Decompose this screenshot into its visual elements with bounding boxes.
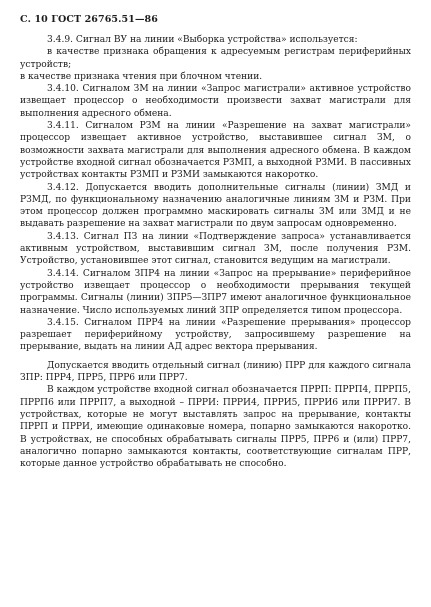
paragraph: 3.4.15. Сигналом ПРР4 на линии «Разрешение прерывания» процессор разрешает периферийному устройству, запросившему разрешение на прерывание, выдать на линии АД адрес вектора прерывания.: [20, 317, 411, 353]
page-header: С. 10 ГОСТ 26765.51—86: [20, 14, 158, 25]
paragraph: В каждом устройстве входной сигнал обозначается ПРРП: ПРРП4, ПРРП5, ПРРП6 или ПРРП7, а выходной – ПРРИ: ПРРИ4, ПРРИ5, ПРРИ6 или ПРРИ7. В устройствах, которые не могут выставлять запрос на прерывание, контакты ПРРП и ПРРИ, имеющие одинаковые номера, попарно замыкаются накоротко. В устройствах, не способных обрабатывать сигналы ПРР5, ПРР6 и (или) ПРР7, аналогично попарно замыкаются контакты, соответствующие сигналам ПРР, которые данное устройство обрабатывать не способно.: [20, 385, 411, 470]
paragraph: 3.4.10. Сигналом ЗМ на линии «Запрос магистрали» активное устройство извещает процессор о необходимости произвести захват магистрали для выполнения адресного обмена.: [20, 84, 411, 119]
paragraph: в качестве признака обращения к адресуемым регистрам периферийных устройств;: [20, 47, 411, 70]
paragraph: 3.4.12. Допускается вводить дополнительные сигналы (линии) ЗМД и РЗМД, по функциональному назначению аналогичные линиям ЗМ и РЗМ. При этом процессор должен программно маскировать сигналы ЗМ или ЗМД и не выдавать разрешение на захват магистрали по двум запросам одновременно.: [20, 182, 411, 230]
paragraph: 3.4.11. Сигналом РЗМ на линии «Разрешение на захват магистрали» процессор извещает активное устройство, выставившее сигнал ЗМ, о возможности захвата магистрали для выполнения адресного обмена. В каждом устройстве входной сигнал обозначается РЗМП, а выходной РЗМИ. В пассивных устройствах контакты РЗМП и РЗМИ замыкаются накоротко.: [20, 121, 411, 181]
paragraph: 3.4.14. Сигналом ЗПР4 на линии «Запрос на прерывание» периферийное устройство извещает процессор о необходимости прерывания текущей программы. Сигналы (линии) ЗПР5—ЗПР7 имеют аналогичное функциональное назначение. Число используемых линий ЗПР определяется типом процессора.: [20, 268, 411, 316]
paragraph: 3.4.13. Сигнал ПЗ на линии «Подтверждение запроса» устанавливается активным устройством, выставившим сигнал ЗМ, после получения РЗМ. Устройство, установившее этот сигнал, становится ведущим на магистрали.: [20, 231, 411, 267]
paragraph: 3.4.9. Сигнал ВУ на линии «Выборка устройства» используется:: [47, 35, 358, 45]
document-body: [20, 34, 411, 470]
paragraph: в качестве признака чтения при блочном чтении.: [20, 71, 263, 82]
paragraph: Допускается вводить отдельный сигнал (линию) ПРР для каждого сигнала ЗПР: ПРР4, ПРР5, ПРР6 или ПРР7.: [20, 360, 411, 384]
